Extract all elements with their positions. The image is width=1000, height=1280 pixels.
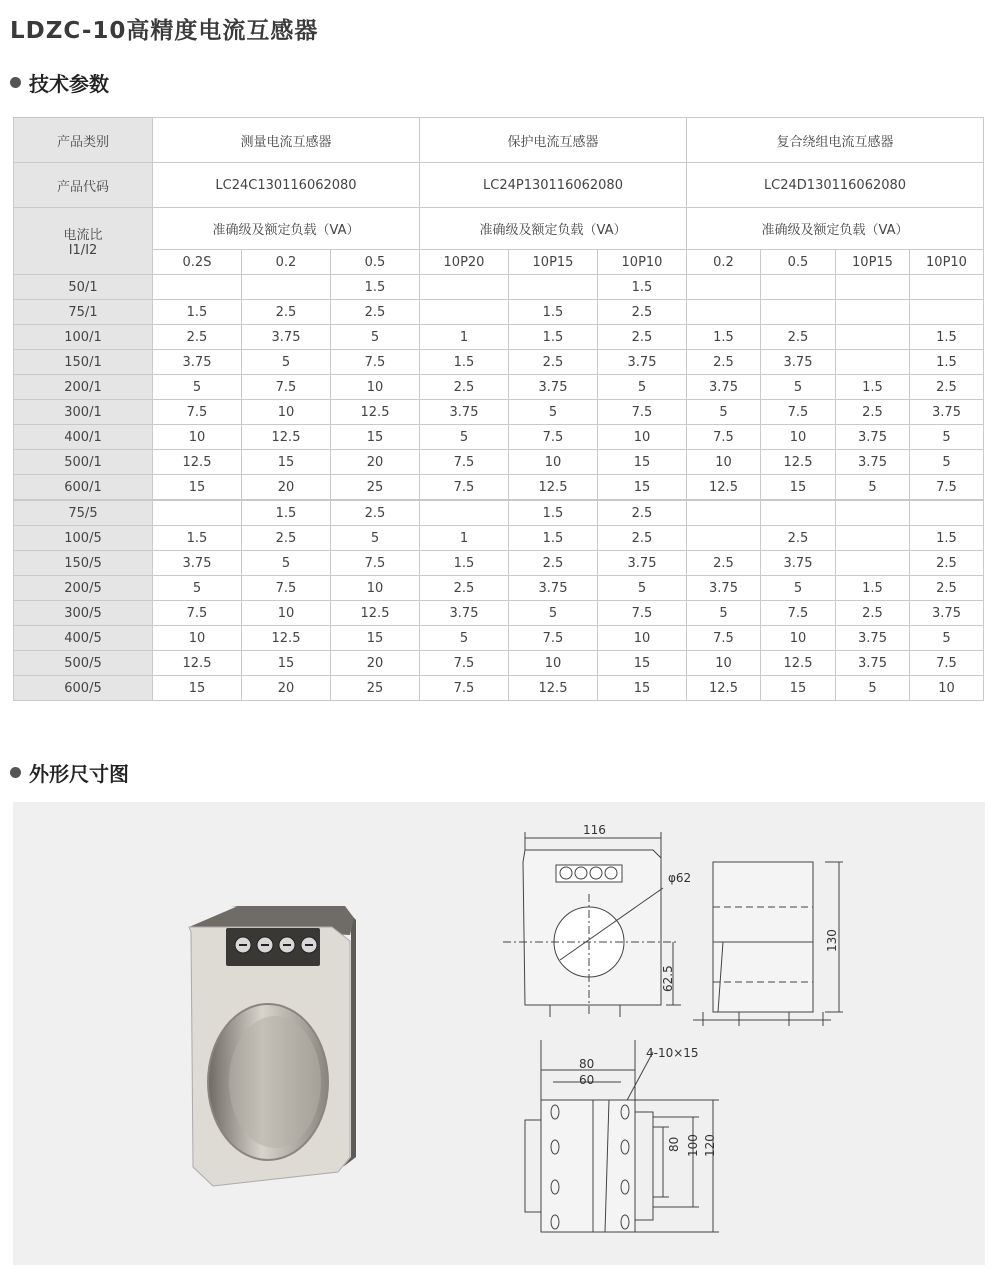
load-value-cell: 25 <box>331 475 420 501</box>
transformer-photo <box>189 906 356 1186</box>
load-label: 准确级及额定负载（VA） <box>687 208 984 250</box>
load-value-cell <box>761 300 836 325</box>
load-value-cell: 1.5 <box>331 275 420 300</box>
load-value-cell: 5 <box>687 400 761 425</box>
load-value-cell: 1.5 <box>509 300 598 325</box>
load-value-cell: 3.75 <box>836 425 910 450</box>
load-value-cell: 15 <box>598 651 687 676</box>
load-value-cell <box>242 275 331 300</box>
load-value-cell <box>761 275 836 300</box>
load-value-cell: 1.5 <box>242 500 331 526</box>
load-value-cell: 7.5 <box>420 651 509 676</box>
load-value-cell: 1.5 <box>598 275 687 300</box>
load-value-cell: 3.75 <box>836 651 910 676</box>
load-value-cell: 2.5 <box>509 350 598 375</box>
ratio-row <box>14 350 984 375</box>
ratio-row <box>14 601 984 626</box>
load-value-cell: 7.5 <box>910 475 984 501</box>
accuracy-class-cell: 0.5 <box>331 250 420 275</box>
load-row <box>14 208 984 250</box>
ratio-row <box>14 425 984 450</box>
load-value-cell: 1.5 <box>420 350 509 375</box>
load-value-cell: 15 <box>153 475 242 501</box>
load-value-cell: 25 <box>331 676 420 701</box>
ratio-cell: 200/1 <box>14 375 153 400</box>
code-label: 产品代码 <box>14 163 153 208</box>
ratio-cell: 100/1 <box>14 325 153 350</box>
accuracy-class-cell: 10P15 <box>836 250 910 275</box>
load-value-cell: 1 <box>420 325 509 350</box>
load-value-cell: 1.5 <box>836 375 910 400</box>
load-value-cell: 1.5 <box>509 325 598 350</box>
load-value-cell: 10 <box>153 425 242 450</box>
load-value-cell: 2.5 <box>242 526 331 551</box>
load-value-cell: 12.5 <box>761 450 836 475</box>
load-value-cell: 2.5 <box>910 375 984 400</box>
load-value-cell: 5 <box>242 350 331 375</box>
load-value-cell: 2.5 <box>910 576 984 601</box>
load-value-cell: 2.5 <box>761 325 836 350</box>
ratio-row <box>14 275 984 300</box>
category-label: 产品类别 <box>14 118 153 163</box>
load-value-cell: 7.5 <box>598 400 687 425</box>
load-value-cell: 5 <box>598 576 687 601</box>
load-value-cell: 5 <box>910 450 984 475</box>
load-value-cell <box>836 275 910 300</box>
load-value-cell: 10 <box>761 425 836 450</box>
load-value-cell: 3.75 <box>153 350 242 375</box>
load-value-cell: 7.5 <box>420 475 509 501</box>
section-heading-outline <box>10 758 129 787</box>
load-value-cell: 5 <box>761 375 836 400</box>
ratio-cell: 150/1 <box>14 350 153 375</box>
load-value-cell: 15 <box>331 425 420 450</box>
load-value-cell: 15 <box>598 450 687 475</box>
load-value-cell: 2.5 <box>910 551 984 576</box>
load-value-cell: 12.5 <box>687 475 761 501</box>
load-value-cell: 12.5 <box>331 400 420 425</box>
load-value-cell: 20 <box>331 450 420 475</box>
accuracy-class-cell: 0.2 <box>687 250 761 275</box>
code-row <box>14 163 984 208</box>
accuracy-class-cell: 10P10 <box>910 250 984 275</box>
load-value-cell: 7.5 <box>687 626 761 651</box>
product-code: LC24D130116062080 <box>687 163 984 208</box>
category-row <box>14 118 984 163</box>
load-value-cell: 7.5 <box>420 676 509 701</box>
ratio-row <box>14 325 984 350</box>
ratio-row <box>14 375 984 400</box>
load-value-cell: 7.5 <box>761 400 836 425</box>
ratio-row <box>14 450 984 475</box>
bullet-icon <box>10 77 21 88</box>
load-value-cell: 1.5 <box>420 551 509 576</box>
load-value-cell: 15 <box>331 626 420 651</box>
dim-side-a: 80 <box>667 1136 681 1152</box>
ratio-cell: 50/1 <box>14 275 153 300</box>
load-value-cell: 3.75 <box>598 350 687 375</box>
load-value-cell: 1 <box>420 526 509 551</box>
load-value-cell: 2.5 <box>761 526 836 551</box>
load-value-cell <box>836 551 910 576</box>
ratio-cell: 75/5 <box>14 500 153 526</box>
load-value-cell <box>153 500 242 526</box>
load-value-cell: 7.5 <box>242 576 331 601</box>
load-value-cell: 7.5 <box>153 400 242 425</box>
load-value-cell <box>836 500 910 526</box>
class-row <box>14 250 984 275</box>
load-value-cell: 3.75 <box>687 375 761 400</box>
bullet-icon <box>10 767 21 778</box>
group-name: 复合绕组电流互感器 <box>687 118 984 163</box>
terminal-block <box>226 928 320 966</box>
load-value-cell: 7.5 <box>242 375 331 400</box>
load-value-cell: 10 <box>598 425 687 450</box>
load-value-cell: 15 <box>153 676 242 701</box>
dim-height: 130 <box>825 929 839 952</box>
load-value-cell: 10 <box>509 651 598 676</box>
load-value-cell: 5 <box>509 400 598 425</box>
load-value-cell: 10 <box>242 400 331 425</box>
ratio-cell: 100/5 <box>14 526 153 551</box>
load-value-cell: 3.75 <box>509 375 598 400</box>
group-name: 保护电流互感器 <box>420 118 687 163</box>
ratio-row <box>14 475 984 501</box>
load-value-cell: 5 <box>153 375 242 400</box>
ratio-cell: 400/5 <box>14 626 153 651</box>
ratio-sub-label: I1/I2 <box>68 243 98 258</box>
load-value-cell: 3.75 <box>761 350 836 375</box>
section-heading-tech-params <box>10 68 109 97</box>
load-value-cell: 3.75 <box>910 601 984 626</box>
load-value-cell: 20 <box>331 651 420 676</box>
load-value-cell: 10 <box>242 601 331 626</box>
load-value-cell: 2.5 <box>242 300 331 325</box>
load-value-cell: 3.75 <box>420 601 509 626</box>
load-value-cell: 12.5 <box>153 651 242 676</box>
load-value-cell: 5 <box>331 526 420 551</box>
load-value-cell: 15 <box>242 450 331 475</box>
load-value-cell <box>910 275 984 300</box>
load-value-cell: 2.5 <box>420 375 509 400</box>
load-value-cell: 15 <box>761 676 836 701</box>
load-value-cell: 12.5 <box>153 450 242 475</box>
product-code: LC24P130116062080 <box>420 163 687 208</box>
load-value-cell: 3.75 <box>242 325 331 350</box>
load-value-cell: 1.5 <box>509 526 598 551</box>
load-value-cell: 10 <box>598 626 687 651</box>
load-value-cell: 1.5 <box>153 300 242 325</box>
load-value-cell <box>836 325 910 350</box>
load-value-cell: 5 <box>509 601 598 626</box>
side-view <box>693 862 843 1026</box>
accuracy-class-cell: 10P10 <box>598 250 687 275</box>
load-value-cell: 5 <box>836 475 910 501</box>
load-value-cell <box>420 500 509 526</box>
load-value-cell: 2.5 <box>687 551 761 576</box>
dim-base-inner: 60 <box>579 1073 595 1087</box>
load-value-cell: 3.75 <box>153 551 242 576</box>
load-value-cell: 2.5 <box>331 300 420 325</box>
load-value-cell: 12.5 <box>509 676 598 701</box>
load-value-cell: 15 <box>598 475 687 501</box>
load-value-cell <box>836 350 910 375</box>
section-title: 外形尺寸图 <box>29 762 129 786</box>
ratio-cell: 600/1 <box>14 475 153 501</box>
load-value-cell <box>910 300 984 325</box>
load-value-cell: 12.5 <box>242 425 331 450</box>
load-value-cell <box>420 275 509 300</box>
load-value-cell: 7.5 <box>331 350 420 375</box>
load-value-cell: 10 <box>687 651 761 676</box>
load-label: 准确级及额定负载（VA） <box>153 208 420 250</box>
accuracy-class-cell: 0.2S <box>153 250 242 275</box>
load-value-cell <box>910 500 984 526</box>
load-value-cell: 15 <box>242 651 331 676</box>
load-value-cell: 3.75 <box>761 551 836 576</box>
load-value-cell: 2.5 <box>509 551 598 576</box>
load-value-cell: 5 <box>331 325 420 350</box>
load-value-cell <box>509 275 598 300</box>
ratio-label: 电流比 <box>63 228 103 243</box>
section-title: 技术参数 <box>29 72 109 96</box>
load-value-cell: 5 <box>761 576 836 601</box>
dim-width: 116 <box>583 823 606 837</box>
load-value-cell: 5 <box>242 551 331 576</box>
ratio-row <box>14 551 984 576</box>
drawing-canvas <box>13 802 985 1265</box>
load-value-cell: 3.75 <box>836 626 910 651</box>
load-value-cell: 1.5 <box>836 576 910 601</box>
load-value-cell: 5 <box>687 601 761 626</box>
load-value-cell: 2.5 <box>687 350 761 375</box>
load-value-cell: 1.5 <box>687 325 761 350</box>
load-value-cell <box>687 300 761 325</box>
load-value-cell: 1.5 <box>509 500 598 526</box>
load-value-cell: 5 <box>836 676 910 701</box>
load-value-cell <box>836 300 910 325</box>
accuracy-class-cell: 0.2 <box>242 250 331 275</box>
load-value-cell: 7.5 <box>153 601 242 626</box>
ratio-cell: 75/1 <box>14 300 153 325</box>
ratio-row <box>14 651 984 676</box>
ratio-cell: 500/5 <box>14 651 153 676</box>
load-value-cell: 7.5 <box>910 651 984 676</box>
load-value-cell: 10 <box>910 676 984 701</box>
front-view <box>503 832 681 1017</box>
accuracy-class-cell: 0.5 <box>761 250 836 275</box>
accuracy-class-cell: 10P15 <box>509 250 598 275</box>
load-value-cell: 2.5 <box>598 500 687 526</box>
ratio-row <box>14 676 984 701</box>
ratio-cell: 200/5 <box>14 576 153 601</box>
load-value-cell <box>687 526 761 551</box>
dim-holes: 4-10×15 <box>646 1046 699 1060</box>
ratio-cell: 400/1 <box>14 425 153 450</box>
load-value-cell: 7.5 <box>761 601 836 626</box>
load-value-cell: 2.5 <box>420 576 509 601</box>
load-value-cell: 12.5 <box>761 651 836 676</box>
dim-side-c: 120 <box>703 1134 717 1157</box>
ratio-cell: 150/5 <box>14 551 153 576</box>
dim-base-outer: 80 <box>579 1057 595 1071</box>
spec-table <box>13 117 984 701</box>
load-value-cell: 15 <box>598 676 687 701</box>
ratio-row <box>14 400 984 425</box>
load-value-cell: 3.75 <box>509 576 598 601</box>
load-value-cell: 2.5 <box>836 400 910 425</box>
load-value-cell: 2.5 <box>598 300 687 325</box>
load-value-cell: 7.5 <box>509 626 598 651</box>
load-value-cell: 2.5 <box>598 325 687 350</box>
load-value-cell: 12.5 <box>687 676 761 701</box>
load-value-cell: 10 <box>331 375 420 400</box>
load-value-cell: 10 <box>331 576 420 601</box>
ratio-cell: 300/5 <box>14 601 153 626</box>
load-value-cell <box>153 275 242 300</box>
load-value-cell: 1.5 <box>910 350 984 375</box>
load-value-cell: 12.5 <box>509 475 598 501</box>
load-value-cell: 3.75 <box>910 400 984 425</box>
load-value-cell <box>687 500 761 526</box>
dim-side-b: 100 <box>686 1134 700 1157</box>
load-value-cell: 7.5 <box>598 601 687 626</box>
outline-figure <box>13 802 985 1265</box>
load-value-cell: 1.5 <box>153 526 242 551</box>
load-value-cell: 5 <box>910 626 984 651</box>
group-name: 测量电流互感器 <box>153 118 420 163</box>
page-title: LDZC-10高精度电流互感器 <box>10 18 319 44</box>
load-value-cell: 5 <box>420 626 509 651</box>
load-label: 准确级及额定负载（VA） <box>420 208 687 250</box>
load-value-cell: 7.5 <box>420 450 509 475</box>
load-value-cell: 3.75 <box>836 450 910 475</box>
load-value-cell: 2.5 <box>836 601 910 626</box>
load-value-cell: 2.5 <box>153 325 242 350</box>
load-value-cell: 10 <box>509 450 598 475</box>
load-value-cell: 12.5 <box>242 626 331 651</box>
load-value-cell: 3.75 <box>687 576 761 601</box>
load-value-cell: 2.5 <box>598 526 687 551</box>
ratio-row <box>14 626 984 651</box>
load-value-cell <box>420 300 509 325</box>
load-value-cell: 1.5 <box>910 526 984 551</box>
load-value-cell: 3.75 <box>420 400 509 425</box>
load-value-cell: 7.5 <box>331 551 420 576</box>
load-value-cell: 10 <box>153 626 242 651</box>
load-value-cell: 2.5 <box>331 500 420 526</box>
load-value-cell: 20 <box>242 676 331 701</box>
load-value-cell <box>836 526 910 551</box>
load-value-cell: 3.75 <box>598 551 687 576</box>
dim-bore: φ62 <box>668 871 692 885</box>
ratio-row <box>14 526 984 551</box>
accuracy-class-cell: 10P20 <box>420 250 509 275</box>
ratio-cell: 500/1 <box>14 450 153 475</box>
load-value-cell <box>687 275 761 300</box>
load-value-cell: 7.5 <box>509 425 598 450</box>
product-code: LC24C130116062080 <box>153 163 420 208</box>
load-value-cell: 15 <box>761 475 836 501</box>
load-value-cell: 5 <box>153 576 242 601</box>
ratio-row <box>14 576 984 601</box>
load-value-cell: 5 <box>598 375 687 400</box>
ratio-cell: 600/5 <box>14 676 153 701</box>
ratio-cell: 300/1 <box>14 400 153 425</box>
load-value-cell: 1.5 <box>910 325 984 350</box>
dim-center-height: 62.5 <box>661 965 675 992</box>
load-value-cell: 5 <box>910 425 984 450</box>
load-value-cell: 12.5 <box>331 601 420 626</box>
load-value-cell: 7.5 <box>687 425 761 450</box>
load-value-cell: 10 <box>761 626 836 651</box>
load-value-cell: 20 <box>242 475 331 501</box>
ratio-row <box>14 500 984 526</box>
ratio-row <box>14 300 984 325</box>
ratio-header <box>14 208 153 275</box>
load-value-cell <box>761 500 836 526</box>
load-value-cell: 10 <box>687 450 761 475</box>
load-value-cell: 5 <box>420 425 509 450</box>
